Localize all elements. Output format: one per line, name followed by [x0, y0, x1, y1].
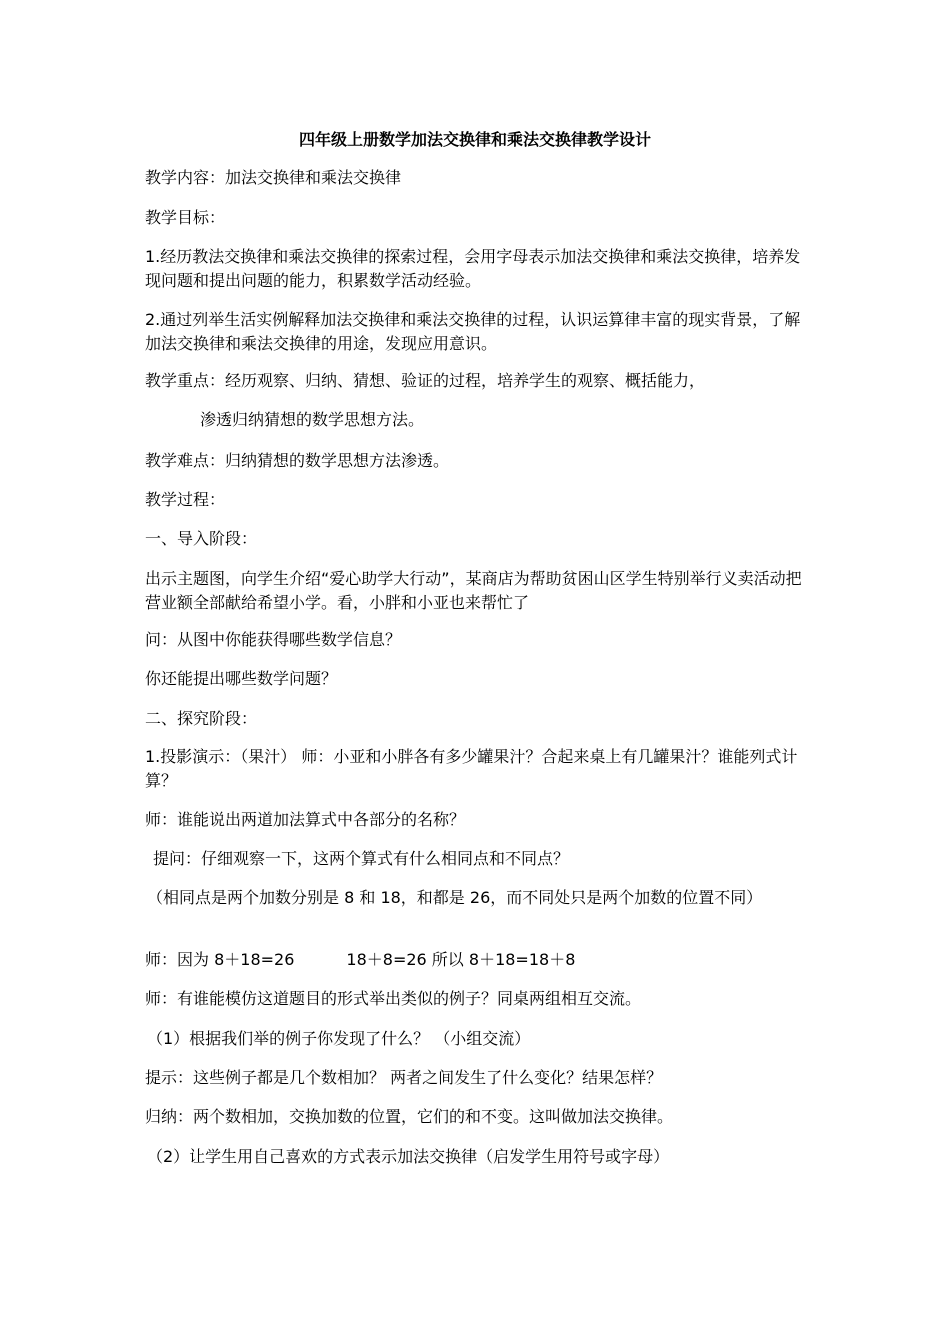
equation-text: 师：因为 8＋18=26 18＋8=26 所以 8＋18=18＋8	[145, 950, 576, 969]
paragraph-symbol-expression: （2）让学生用自己喜欢的方式表示加法交换律（启发学生用符号或字母）	[147, 1147, 670, 1166]
paragraph-key-points: 教学重点：经历观察、归纳、猜想、验证的过程，培养学生的观察、概括能力，	[145, 371, 706, 390]
paragraph-question-info: 问：从图中你能获得哪些数学信息？	[145, 630, 402, 649]
section-heading-explore: 二、探究阶段：	[145, 709, 258, 728]
paragraph-process-heading: 教学过程：	[145, 490, 226, 509]
paragraph-teacher-names: 师：谁能说出两道加法算式中各部分的名称？	[145, 810, 466, 829]
paragraph-imitate-examples: 师：有谁能模仿这道题目的形式举出类似的例子？同桌两组相互交流。	[145, 989, 642, 1008]
paragraph-teaching-content: 教学内容：加法交换律和乘法交换律	[145, 168, 402, 187]
paragraph-key-points-continued: 渗透归纳猜想的数学思想方法。	[200, 410, 425, 429]
paragraph-observe-prompt: 提问：仔细观察一下，这两个算式有什么相同点和不同点？	[153, 849, 570, 868]
paragraph-question-more: 你还能提出哪些数学问题？	[145, 669, 338, 688]
paragraph-theme-picture: 出示主题图，向学生介绍“爱心助学大行动”，某商店为帮助贫困山区学生特别举行义卖活动把营业额全部献给希望小学。看，小胖和小亚也来帮忙了	[145, 569, 802, 612]
document-title: 四年级上册数学加法交换律和乘法交换律教学设计	[298, 130, 651, 149]
paragraph-hint: 提示：这些例子都是几个数相加？ 两者之间发生了什么变化？结果怎样？	[145, 1068, 663, 1087]
paragraph-difficulties: 教学难点：归纳猜想的数学思想方法渗透。	[145, 451, 450, 470]
paragraph-equation	[145, 948, 810, 972]
section-heading-intro: 一、导入阶段：	[145, 529, 258, 548]
paragraph-goal-2: 2.通过列举生活实例解释加法交换律和乘法交换律的过程，认识运算律丰富的现实背景，了解加法交换律和乘法交换律的用途，发现应用意识。	[145, 310, 801, 353]
paragraph-conclusion: 归纳：两个数相加，交换加数的位置，它们的和不变。这叫做加法交换律。	[145, 1107, 674, 1126]
paragraph-projection-demo: 1.投影演示：（果汁） 师：小亚和小胖各有多少罐果汁？合起来桌上有几罐果汁？谁能列式计算？	[145, 747, 798, 790]
paragraph-goal-1: 1.经历教法交换律和乘法交换律的探索过程，会用字母表示加法交换律和乘法交换律，培养发现问题和提出问题的能力，积累数学活动经验。	[145, 247, 801, 290]
paragraph-teaching-goals-heading: 教学目标：	[145, 208, 226, 227]
paragraph-discovery: （1）根据我们举的例子你发现了什么？ （小组交流）	[147, 1029, 531, 1048]
paragraph-same-different: （相同点是两个加数分别是 8 和 18，和都是 26，而不同处只是两个加数的位置不同）	[147, 888, 763, 907]
